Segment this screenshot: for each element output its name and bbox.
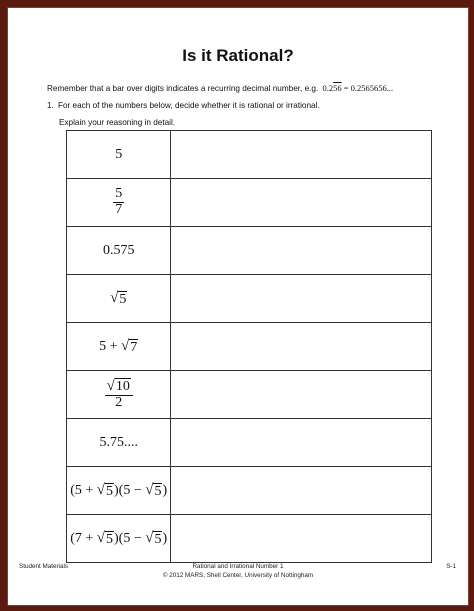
page-title: Is it Rational? <box>182 46 294 65</box>
sqrt-expression <box>110 290 127 307</box>
reasoning-cell[interactable] <box>171 227 432 275</box>
product-part: )(5 − <box>114 483 146 498</box>
reasoning-cell[interactable] <box>171 323 432 371</box>
reasoning-cell[interactable] <box>171 467 432 515</box>
radicand: 5 <box>119 291 127 307</box>
radical-sign: √ <box>106 378 115 395</box>
reasoning-cell[interactable] <box>171 179 432 227</box>
fraction-numerator <box>105 378 133 395</box>
product-part: ) <box>162 483 168 498</box>
number-cell <box>67 419 171 467</box>
sum-prefix: 5 + <box>99 339 122 354</box>
radicand: 7 <box>130 339 138 355</box>
reasoning-cell[interactable] <box>171 371 432 419</box>
number-cell <box>67 323 171 371</box>
footer-title: Rational and Irrational Number 1 <box>192 563 284 570</box>
number-cell <box>67 131 171 179</box>
example-prefix: 0.2 <box>322 83 334 93</box>
radical-sign: √ <box>96 530 106 546</box>
table-row <box>67 131 432 179</box>
radicand: 5 <box>154 483 162 499</box>
fraction-denominator: 7 <box>115 202 123 217</box>
radical-sign: √ <box>121 338 130 354</box>
product-part: (7 + <box>70 531 97 546</box>
footer-page-number: S-1 <box>446 563 456 570</box>
reasoning-cell[interactable] <box>171 515 432 563</box>
sqrt-expression <box>145 530 162 547</box>
radical-sign: √ <box>110 290 119 306</box>
product-part: (5 + <box>70 483 97 498</box>
example-rest: = 0.2565656... <box>341 83 394 93</box>
fraction-denominator: 2 <box>115 394 123 410</box>
number-cell <box>67 371 171 419</box>
intro-text <box>47 83 393 93</box>
question-1 <box>47 101 320 110</box>
table-row <box>67 323 432 371</box>
intro-sentence: Remember that a bar over digits indicates a recurring decimal number, e.g. <box>47 84 319 93</box>
reasoning-cell[interactable] <box>171 131 432 179</box>
radical-sign: √ <box>96 482 106 498</box>
radicand: 10 <box>115 379 130 395</box>
fraction-root-ten-over-two <box>105 378 133 410</box>
sqrt-expression <box>97 530 114 547</box>
table-row <box>67 467 432 515</box>
reasoning-cell[interactable] <box>171 419 432 467</box>
sqrt-expression <box>121 338 138 355</box>
reasoning-cell[interactable] <box>171 275 432 323</box>
table-row <box>67 227 432 275</box>
footer-left: Student Materials <box>19 563 69 570</box>
sqrt-expression <box>107 378 131 394</box>
example-recurring-digits: 56 <box>333 83 342 93</box>
table-row <box>67 371 432 419</box>
number-cell <box>67 227 171 275</box>
radicand: 5 <box>154 531 162 547</box>
footer-center <box>8 563 468 580</box>
question-instruction: For each of the numbers below, decide whether it is rational or irrational. <box>58 101 320 110</box>
radicand: 5 <box>106 531 114 547</box>
question-number: 1. <box>47 101 54 110</box>
product-part: ) <box>162 531 168 546</box>
radicand: 5 <box>106 483 114 499</box>
worksheet-page <box>7 7 469 606</box>
number-dots: 5.75.... <box>99 434 138 450</box>
product-part: )(5 − <box>114 531 146 546</box>
number-cell <box>67 179 171 227</box>
radical-sign: √ <box>145 482 154 498</box>
number-decimal: 0.575 <box>102 242 135 258</box>
sqrt-expression <box>97 482 114 499</box>
sqrt-expression <box>145 482 162 499</box>
fraction-numerator: 5 <box>115 186 123 202</box>
number-five: 5 <box>115 146 123 162</box>
table-row <box>67 275 432 323</box>
table-row <box>67 419 432 467</box>
footer-copyright: © 2012 MARS, Shell Center, University of Nottingham <box>162 571 314 579</box>
fraction-five-sevenths <box>113 187 124 217</box>
recurring-example <box>323 83 394 93</box>
question-1-explain: Explain your reasoning in detail. <box>59 118 176 127</box>
radical-sign: √ <box>145 530 154 546</box>
number-cell <box>67 275 171 323</box>
table-row <box>67 179 432 227</box>
table-row <box>67 515 432 563</box>
numbers-table <box>66 130 432 563</box>
number-cell <box>67 515 171 563</box>
number-cell <box>67 467 171 515</box>
